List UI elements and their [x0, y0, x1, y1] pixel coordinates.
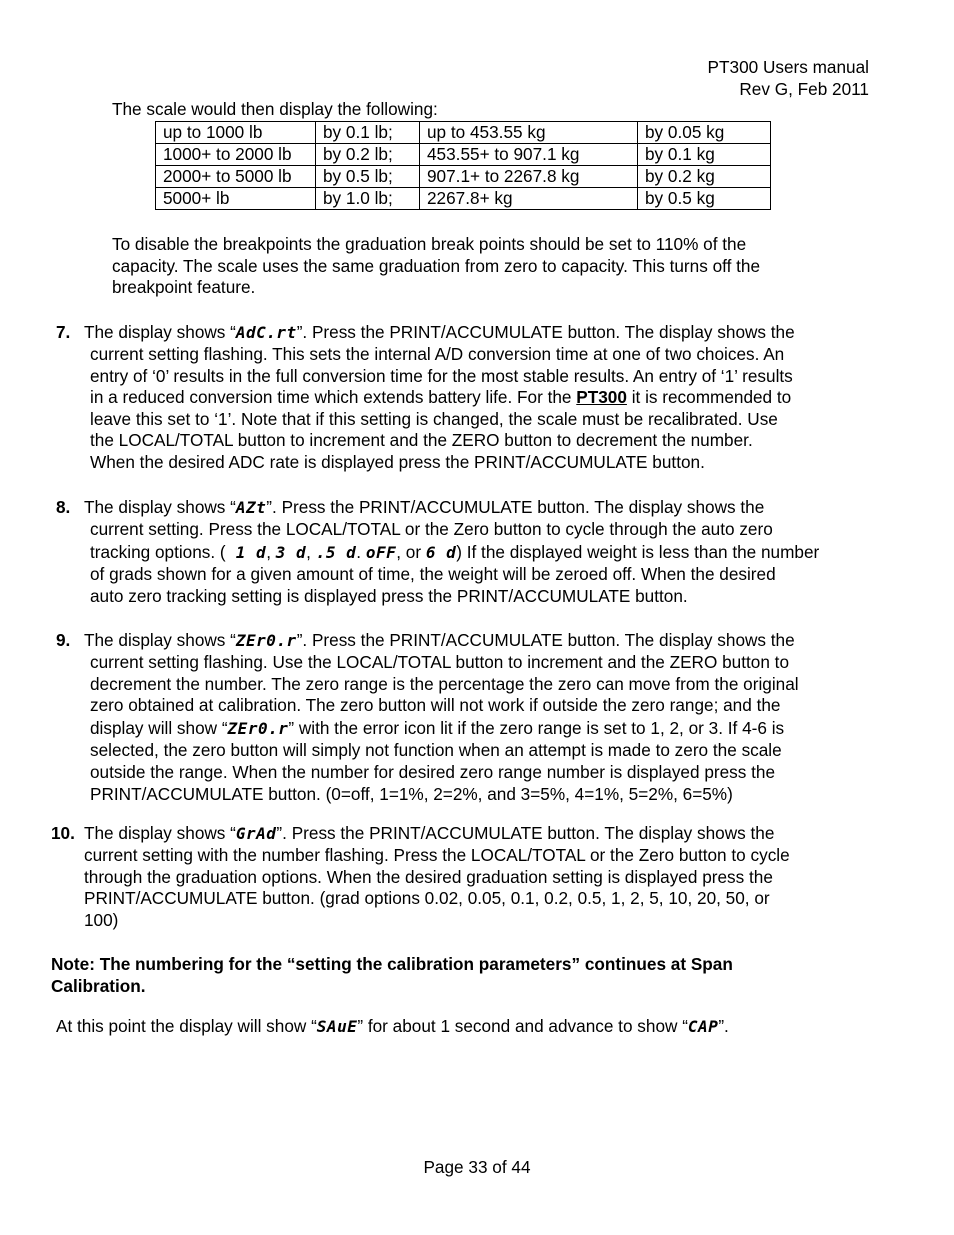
paragraph-line: breakpoint feature. — [112, 277, 256, 298]
item-10-first-line — [84, 823, 774, 845]
paragraph-line: current setting. Press the LOCAL/TOTAL or the Zero button to cycle through the auto zero — [90, 519, 773, 539]
header-revision: Rev G, Feb 2011 — [739, 79, 869, 99]
display-code-option: .5 d — [315, 542, 357, 562]
paragraph-line — [90, 718, 799, 740]
paragraph-line: through the graduation options. When the desired graduation setting is displayed press the — [84, 866, 773, 887]
paragraph-line: PRINT/ACCUMULATE button. (grad options 0.02, 0.05, 0.1, 0.2, 0.5, 1, 2, 5, 10, 20, 50, or — [84, 888, 770, 909]
paragraph-line: decrement the number. The zero range is the percentage the zero can move from the original — [90, 673, 799, 694]
graduation-table — [155, 121, 771, 210]
text: ) If the displayed weight is less than the number — [456, 541, 820, 562]
paragraph-line: the LOCAL/TOTAL button to increment and the ZERO button to decrement the number. — [90, 430, 753, 451]
paragraph-line: leave this set to ‘1’. Note that if this setting is changed, the scale must be recalibrated. Use — [90, 408, 778, 429]
table-row — [156, 188, 771, 210]
text: it is recommended to — [626, 387, 792, 408]
table-cell: by 0.05 kg — [638, 122, 771, 144]
paragraph-line: auto zero tracking setting is displayed press the PRINT/ACCUMULATE button. — [90, 585, 688, 606]
table-cell: 907.1+ to 2267.8 kg — [420, 166, 638, 188]
table-cell: by 0.2 kg — [638, 166, 771, 188]
paragraph-line: current setting flashing. Use the LOCAL/TOTAL button to increment and the ZERO button to — [90, 652, 790, 672]
text: , — [306, 541, 316, 562]
paragraph-line: current setting with the number flashing. Press the LOCAL/TOTAL or the Zero button to cycle — [84, 845, 790, 865]
item-9-body — [90, 652, 799, 805]
text: display will show “ — [90, 717, 228, 738]
paragraph-line: PRINT/ACCUMULATE button. (0=off, 1=1%, 2=2%, and 3=5%, 4=1%, 5=2%, 6=5%) — [90, 783, 733, 804]
display-code-grad: GrAd — [235, 824, 277, 843]
table-cell: by 1.0 lb; — [316, 188, 420, 210]
paragraph-line: outside the range. When the number for desired zero range number is displayed press the — [90, 761, 776, 782]
table-cell: by 0.1 lb; — [316, 122, 420, 144]
intro-text: The scale would then display the following: — [112, 99, 438, 119]
item-number-10: 10. — [51, 823, 75, 843]
item-number-9: 9. — [56, 630, 71, 650]
text: ”. Press the PRINT/ACCUMULATE button. The display shows the — [296, 322, 795, 342]
text: The display shows “ — [84, 497, 236, 517]
table-cell: 1000+ to 2000 lb — [156, 144, 316, 166]
paragraph-line: entry of ‘0’ results in the full conversion time for the most stable results. An entry of ‘1’ results — [90, 365, 793, 386]
paragraph-line: zero obtained at calibration. The zero button will not work if outside the zero range; and the — [90, 695, 781, 716]
final-paragraph — [56, 1016, 729, 1038]
paragraph-line: 100) — [84, 909, 119, 930]
table-cell: 2000+ to 5000 lb — [156, 166, 316, 188]
item-9-first-line — [84, 630, 795, 652]
text: ” for about 1 second and advance to show “ — [357, 1016, 688, 1036]
paragraph-line: capacity. The scale uses the same graduation from zero to capacity. This turns off the — [112, 255, 761, 276]
page-header — [708, 56, 869, 100]
paragraph-line: Note: The numbering for the “setting the calibration parameters” continues at Span — [51, 954, 733, 974]
paragraph-line: To disable the breakpoints the graduation break points should be set to 110% of the — [112, 234, 747, 254]
item-number-7: 7. — [56, 322, 71, 342]
text: in a reduced conversion time which extends battery life. For the — [90, 387, 577, 408]
text: The display shows “ — [84, 322, 236, 342]
paragraph-line — [90, 542, 819, 564]
header-title: PT300 Users manual — [707, 57, 869, 77]
text: The display shows “ — [84, 823, 236, 843]
table-cell: up to 453.55 kg — [420, 122, 638, 144]
display-code-azt: AZt — [235, 498, 267, 517]
display-code-option: 6 d — [425, 542, 457, 562]
display-code-cap: CAP — [687, 1017, 719, 1036]
table-cell: 5000+ lb — [156, 188, 316, 210]
paragraph-line — [90, 387, 793, 409]
text: ”. — [718, 1016, 729, 1036]
text: At this point the display will show “ — [56, 1016, 317, 1036]
display-code-option: oFF — [365, 542, 397, 562]
text: ” with the error icon lit if the zero range is set to 1, 2, or 3. If 4-6 is — [288, 717, 785, 738]
item-7-body — [90, 344, 793, 474]
text: . — [356, 541, 366, 562]
text: ”. Press the PRINT/ACCUMULATE button. The display shows the — [296, 630, 795, 650]
display-code-zero-r: ZEr0.r — [235, 631, 297, 650]
text: ”. Press the PRINT/ACCUMULATE button. The display shows the — [266, 497, 765, 517]
text: , — [266, 541, 276, 562]
display-code-option: 1 d — [225, 542, 267, 562]
paragraph-line: of grads shown for a given amount of time, the weight will be zeroed off. When the desired — [90, 564, 776, 585]
disable-breakpoints-paragraph — [112, 234, 760, 299]
paragraph-line: current setting flashing. This sets the internal A/D conversion time at one of two choices. An — [90, 344, 785, 364]
table-row — [156, 166, 771, 188]
table-row — [156, 122, 771, 144]
table-row — [156, 144, 771, 166]
paragraph-line: Calibration. — [51, 975, 146, 996]
text: The display shows “ — [84, 630, 236, 650]
table-cell: by 0.2 lb; — [316, 144, 420, 166]
item-8-body — [90, 519, 819, 607]
text: ”. Press the PRINT/ACCUMULATE button. The display shows the — [276, 823, 775, 843]
table-cell: up to 1000 lb — [156, 122, 316, 144]
item-7-first-line — [84, 322, 795, 344]
table-cell: by 0.1 kg — [638, 144, 771, 166]
page-number: Page 33 of 44 — [423, 1157, 531, 1177]
display-code-save: SAuE — [316, 1017, 358, 1036]
text: tracking options. ( — [90, 541, 226, 562]
item-8-first-line — [84, 497, 764, 519]
table-cell: 453.55+ to 907.1 kg — [420, 144, 638, 166]
table-cell: by 0.5 lb; — [316, 166, 420, 188]
note-paragraph — [51, 954, 733, 997]
display-code-option: 3 d — [275, 542, 307, 562]
pt300-emphasis: PT300 — [576, 387, 627, 408]
item-10-body — [84, 845, 790, 931]
table-cell: by 0.5 kg — [638, 188, 771, 210]
paragraph-line: selected, the zero button will simply not function when an attempt is made to zero the scale — [90, 740, 782, 761]
display-code-adc-rt: AdC.rt — [235, 323, 297, 342]
table-cell: 2267.8+ kg — [420, 188, 638, 210]
item-number-8: 8. — [56, 497, 71, 517]
paragraph-line: When the desired ADC rate is displayed press the PRINT/ACCUMULATE button. — [90, 451, 705, 472]
text: , or — [396, 541, 426, 562]
display-code-zero-r: ZEr0.r — [227, 718, 289, 738]
